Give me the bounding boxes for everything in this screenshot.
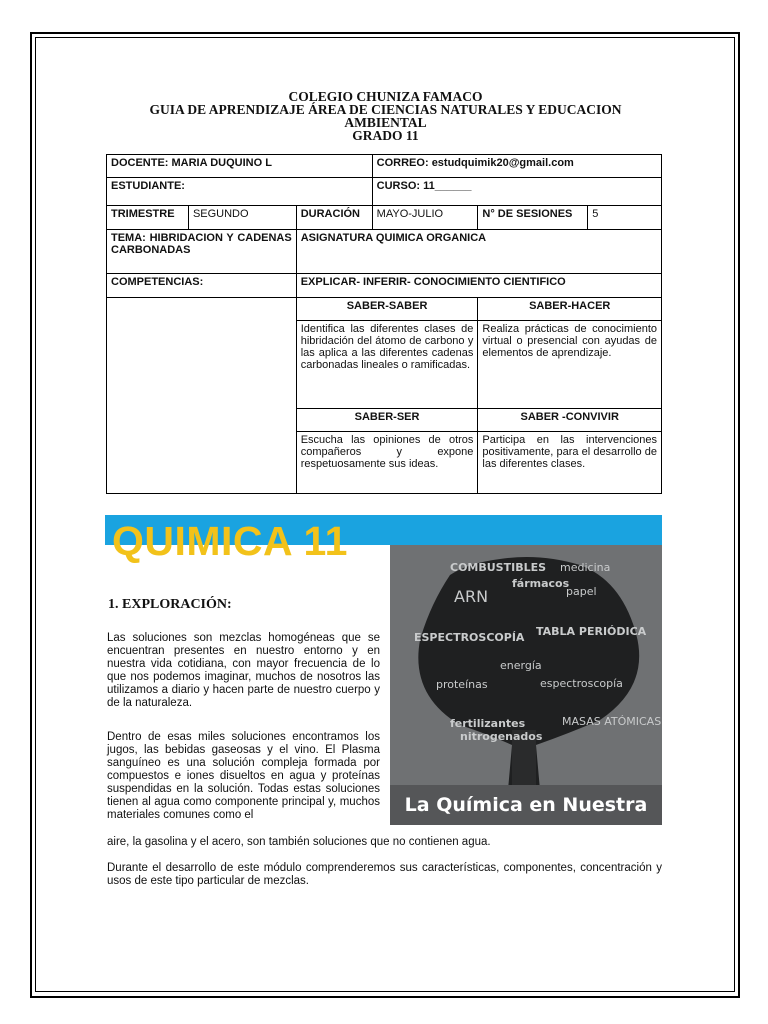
saber-ser-text: Escucha las opiniones de otros compañeros y expone respetuosamente sus ideas. xyxy=(296,432,478,494)
tree-word: fertilizantes xyxy=(450,717,526,730)
guide-title-line2: AMBIENTAL xyxy=(344,115,427,130)
sesiones-label: N° DE SESIONES xyxy=(478,206,588,230)
competencias-value: EXPLICAR- INFERIR- CONOCIMIENTO CIENTIFICO xyxy=(296,274,661,298)
correo-cell xyxy=(372,155,661,178)
tema-cell: TEMA: HIBRIDACION Y CADENAS CARBONADAS xyxy=(107,230,297,274)
trimestre-value: SEGUNDO xyxy=(188,206,296,230)
tree-word: COMBUSTIBLES xyxy=(450,561,547,574)
paragraph-1: Las soluciones son mezclas homogéneas que se encuentran presentes en nuestro entorno y en nuestra vida cotidiana, con mayor frecuencia de lo que nos podemos imaginar, muchos de nosotros las utilizamos a diario y hacen parte de nuestro cuerpo y de la naturaleza. xyxy=(107,632,380,709)
saber-hacer-title: SABER-HACER xyxy=(478,298,662,321)
curso-cell: CURSO: 11______ xyxy=(372,178,661,206)
competencias-label: COMPETENCIAS: xyxy=(107,274,297,298)
grade-title: GRADO 11 xyxy=(352,128,419,143)
paragraph-2: Dentro de esas miles soluciones encontramos los jugos, las bebidas gaseosas y el vino. El Plasma sanguíneo es una solución compleja formada por compuestos e iones disueltos en agua y proteínas suspendidas en la solución. Todas estas soluciones tienen al agua como componente principal y, muchos materiales comunes como el xyxy=(107,731,380,821)
school-name: COLEGIO CHUNIZA FAMACO xyxy=(288,89,483,104)
saber-ser-title: SABER-SER xyxy=(296,409,478,432)
docente-cell: DOCENTE: MARIA DUQUINO L xyxy=(107,155,373,178)
guide-title-line1: GUIA DE APRENDIZAJE ÁREA DE CIENCIAS NATURALES Y EDUCACION xyxy=(149,102,622,117)
estudiante-cell: ESTUDIANTE: xyxy=(107,178,373,206)
document-header xyxy=(108,90,663,142)
paragraph-3: Durante el desarrollo de este módulo comprenderemos sus características, componentes, concentración y usos de este tipo particular de mezclas. xyxy=(107,862,662,887)
saber-convivir-title: SABER -CONVIVIR xyxy=(478,409,662,432)
asignatura-cell: ASIGNATURA QUIMICA ORGANICA xyxy=(296,230,661,274)
tree-word: TABLA PERIÓDICA xyxy=(536,625,647,638)
tree-word: proteínas xyxy=(436,678,488,691)
trimestre-label: TRIMESTRE xyxy=(107,206,189,230)
tree-word: papel xyxy=(566,585,597,598)
sesiones-value: 5 xyxy=(588,206,662,230)
info-table xyxy=(106,154,662,494)
section-title: 1. EXPLORACIÓN: xyxy=(108,597,232,612)
tree-word: ESPECTROSCOPÍA xyxy=(414,631,525,644)
paragraph-2-end: aire, la gasolina y el acero, son también soluciones que no contienen agua. xyxy=(107,836,491,848)
tree-word: nitrogenados xyxy=(460,730,543,743)
tree-word: ARN xyxy=(454,587,489,606)
banner-title: QUIMICA 11 xyxy=(112,518,348,564)
tree-word: medicina xyxy=(560,561,611,574)
chemistry-tree-image xyxy=(390,545,662,856)
saber-saber-text: Identifica las diferentes clases de hibridación del átomo de carbono y las aplica a las diferentes cadenas carbonadas lineales o ramificadas. xyxy=(296,321,478,409)
saber-convivir-text: Participa en las intervenciones positivamente, para el desarrollo de las diferentes clases. xyxy=(478,432,662,494)
tree-caption: La Química en Nuestra Vida xyxy=(390,785,662,825)
duracion-label: DURACIÓN xyxy=(296,206,372,230)
duracion-value: MAYO-JULIO xyxy=(372,206,478,230)
correo-value: estudquimik20@gmail.com xyxy=(431,157,574,169)
tree-word: espectroscopía xyxy=(540,677,623,690)
tree-word: energía xyxy=(500,659,542,672)
tree-word: MASAS ATÓMICAS xyxy=(562,715,662,728)
tree-word: fármacos xyxy=(512,577,570,590)
saber-hacer-text: Realiza prácticas de conocimiento virtual o presencial con ayudas de elementos de aprendizaje. xyxy=(478,321,662,409)
saber-saber-title: SABER-SABER xyxy=(296,298,478,321)
correo-label: CORREO: xyxy=(376,157,429,169)
empty-left-cell xyxy=(107,298,297,494)
